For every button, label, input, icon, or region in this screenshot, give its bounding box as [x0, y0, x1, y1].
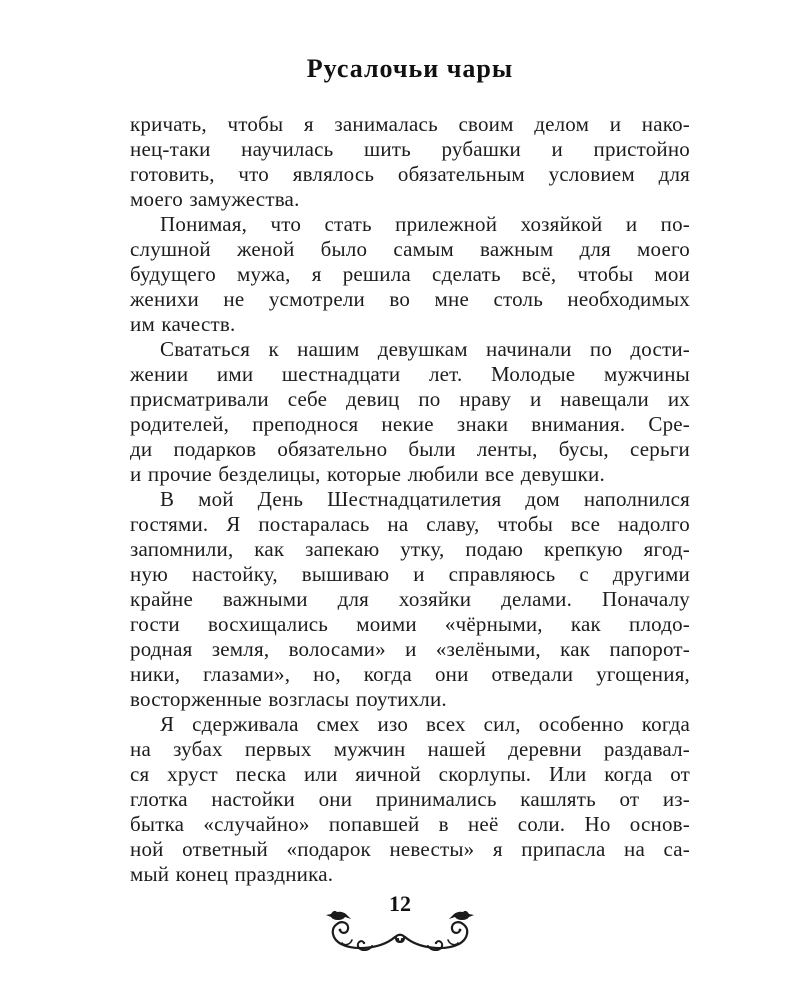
paragraph	[130, 337, 690, 487]
text-line: слушной женой было самым важным для моего	[130, 237, 690, 261]
text-line: бытка «случайно» попавшей в неё соли. Но основ-	[130, 812, 690, 836]
text-line: готовить, что являлось обязательным условием для	[130, 162, 690, 186]
footer-ornament	[324, 893, 476, 951]
paragraph	[130, 487, 690, 712]
text-line: крайне важными для хозяйки делами. Поначалу	[130, 587, 690, 611]
page-footer	[0, 893, 800, 951]
text-line: гостями. Я постаралась на славу, чтобы все надолго	[130, 512, 690, 536]
text-line: В мой День Шестнадцатилетия дом наполнился	[160, 487, 690, 511]
text-line: восторженные возгласы поутихли.	[130, 687, 447, 711]
body-text	[130, 112, 690, 887]
text-line: родная земля, волосами» и «зелёными, как папорот-	[130, 637, 690, 661]
paragraph	[130, 212, 690, 337]
text-line: родителей, преподнося некие знаки внимания. Сре-	[130, 412, 690, 436]
text-line: присматривали себе девиц по нраву и навещали их	[130, 387, 690, 411]
text-line: ди подарков обязательно были ленты, бусы, серьги	[130, 437, 690, 461]
paragraph	[130, 112, 690, 212]
text-line: нец-таки научилась шить рубашки и пристойно	[130, 137, 690, 161]
text-line: мый конец праздника.	[130, 862, 334, 886]
text-line: жении ими шестнадцати лет. Молодые мужчины	[130, 362, 690, 386]
text-line: глотка настойки они принимались кашлять от из-	[130, 787, 690, 811]
text-line: ся хруст песка или яичной скорлупы. Или когда от	[130, 762, 690, 786]
page-title: Русалочьи чары	[306, 54, 514, 83]
text-line: женихи не усмотрели во мне столь необходимых	[130, 287, 690, 311]
text-line: им качеств.	[130, 312, 236, 336]
paragraph	[130, 712, 690, 887]
text-line: будущего мужа, я решила сделать всё, чтобы мои	[130, 262, 690, 286]
text-line: моего замужества.	[130, 187, 300, 211]
text-line: Понимая, что стать прилежной хозяйкой и по-	[160, 212, 690, 236]
text-line: гости восхищались моими «чёрными, как плодо-	[130, 612, 690, 636]
text-line: ной ответный «подарок невесты» я припасла на са-	[130, 837, 690, 861]
page-number: 12	[389, 891, 411, 916]
text-line: запомнили, как запекаю утку, подаю крепкую ягод-	[130, 537, 690, 561]
text-line: ники, глазами», но, когда они отведали угощения,	[130, 662, 690, 686]
text-line: и прочие безделицы, которые любили все девушки.	[130, 462, 605, 486]
text-line: Я сдерживала смех изо всех сил, особенно когда	[160, 712, 690, 736]
text-line: ную настойку, вышиваю и справляюсь с другими	[130, 562, 690, 586]
text-line: кричать, чтобы я занималась своим делом и нако-	[130, 112, 690, 136]
text-line: на зубах первых мужчин нашей деревни раздавал-	[130, 737, 690, 761]
text-line: Свататься к нашим девушкам начинали по дости-	[160, 337, 690, 361]
